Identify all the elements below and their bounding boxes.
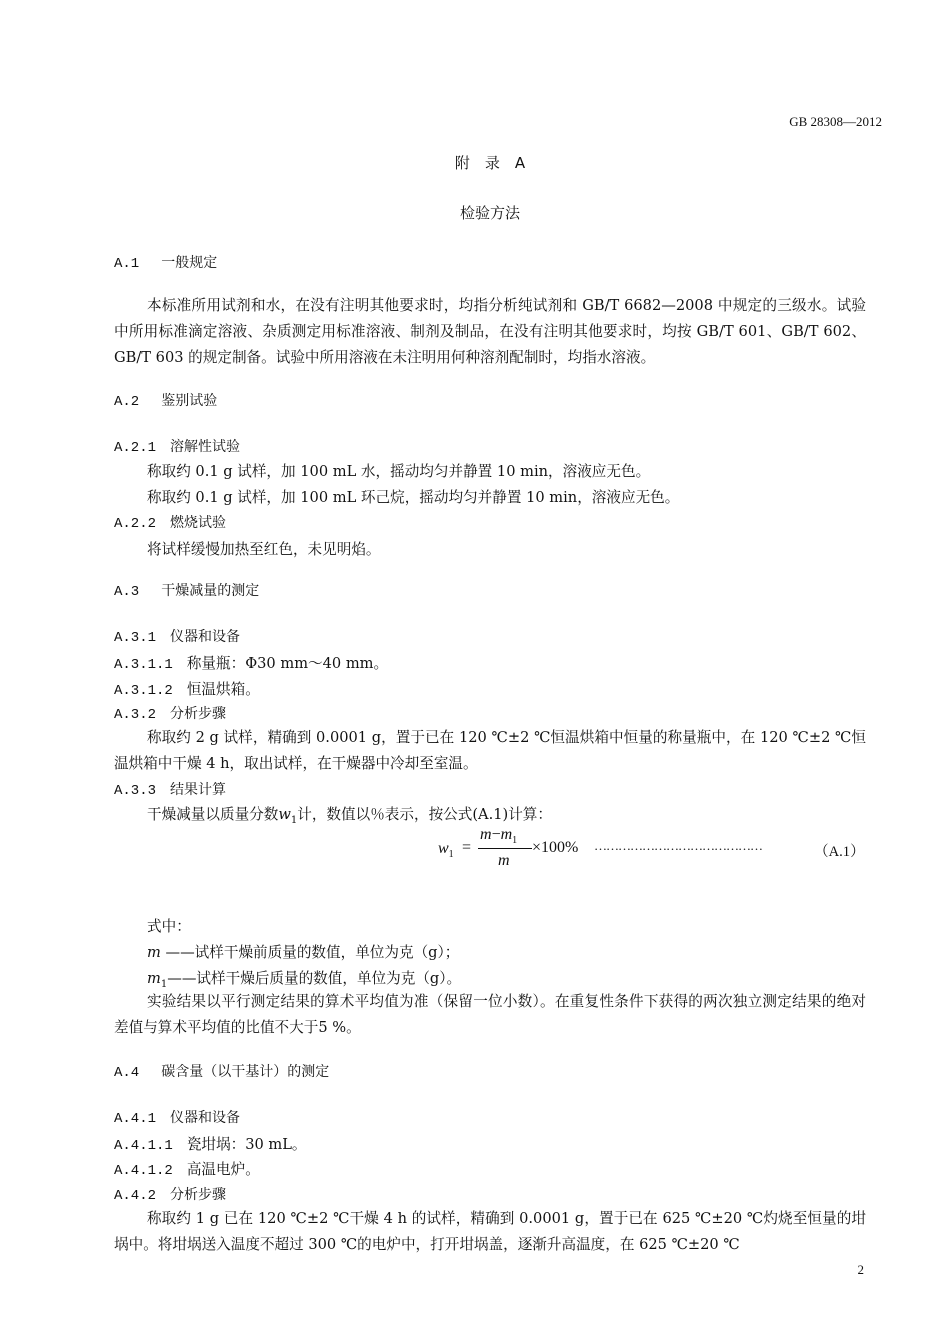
combustion-line: 将试样缓慢加热至红色，未见明焰。 [147, 541, 381, 558]
section-heading-a3: A.3 干燥减量的测定 [114, 583, 260, 600]
solubility-water-line: 称取约 0.1 g 试样，加 100 mL 水，摇动均匀并静置 10 min，溶液应无色。 [147, 463, 651, 480]
standard-number: GB 28308—2012 [789, 114, 882, 129]
where-label: 式中： [147, 918, 191, 935]
result-statement-paragraph: 实验结果以平行测定结果的算术平均值为准（保留一位小数）。在重复性条件下获得的两次独立测定结果的绝对差值与算术平均值的比值不大于5 %。 [114, 993, 866, 1036]
general-rules-paragraph: 本标准所用试剂和水，在没有注明其他要求时，均指分析纯试剂和 GB/T 6682—2008 中规定的三级水。试验中所用标准滴定溶液、杂质测定用标准溶液、制剂及制品，在没有注明其他要求时，均按 GB/T 601、GB/T 602、GB/T 603 的规定制备。试验中所用溶液在未注明用何种溶剂配制时，均指水溶液。 [114, 297, 866, 366]
fraction-bar [478, 848, 532, 849]
carbon-procedure-paragraph: 称取约 1 g 已在 120 ℃±2 ℃干燥 4 h 的试样，精确到 0.0001 g，置于已在 625 ℃±20 ℃灼烧至恒量的坩埚中。将坩埚送入温度不超过 300 ℃的电炉中，打开坩埚盖，逐渐升高温度，在 625 ℃±20 ℃ [114, 1210, 866, 1253]
formula-times-100-percent: ×100% [532, 839, 579, 856]
definition-m: m ——试样干燥前质量的数值，单位为克（g）； [147, 944, 460, 961]
section-heading-a4: A.4 碳含量（以干基计）的测定 [114, 1064, 330, 1081]
calculation-intro-line: 干燥减量以质量分数$w_1$计，数值以％表示，按公式(A.1)计算： [147, 806, 552, 826]
appendix-title: 检验方法 [459, 204, 520, 222]
formula-equals: = [462, 839, 472, 856]
formula-numerator: $m-m_1$ [480, 826, 518, 847]
section-heading-a41: A.4.1 仪器和设备 [114, 1110, 241, 1127]
section-heading-a21: A.2.1 溶解性试验 [114, 439, 241, 456]
section-heading-a33: A.3.3 结果计算 [114, 782, 227, 799]
section-heading-a411: A.4.1.1 瓷坩埚：30 mL。 [114, 1136, 307, 1154]
section-heading-a412: A.4.1.2 高温电炉。 [114, 1161, 260, 1179]
section-heading-a312: A.3.1.2 恒温烘箱。 [114, 681, 260, 699]
section-heading-a42: A.4.2 分析步骤 [114, 1187, 227, 1204]
formula-lhs: $w_1$ [438, 840, 454, 861]
section-heading-a32: A.3.2 分析步骤 [114, 706, 227, 723]
page-number: 2 [857, 1262, 864, 1277]
solubility-cyclohexane-line: 称取约 0.1 g 试样，加 100 mL 环己烷，摇动均匀并静置 10 min，溶液应无色。 [147, 489, 680, 506]
formula-dot-leader: …………………………………… [594, 838, 762, 853]
formula-denominator: m [498, 852, 510, 869]
formula-a1 [438, 826, 868, 876]
drying-procedure-paragraph: 称取约 2 g 试样，精确到 0.0001 g，置于已在 120 ℃±2 ℃恒温烘箱中恒量的称量瓶中，在 120 ℃±2 ℃恒温烘箱中干燥 4 h，取出试样，在干燥器中冷却至室温。 [114, 729, 866, 772]
appendix-label: 附 录 A [454, 154, 526, 172]
section-heading-a1: A.1 一般规定 [114, 255, 218, 272]
formula-number: （A.1） [814, 844, 865, 860]
section-heading-a2: A.2 鉴别试验 [114, 393, 218, 410]
section-heading-a311: A.3.1.1 称量瓶：Φ30 mm～40 mm。 [114, 655, 389, 673]
section-heading-a31: A.3.1 仪器和设备 [114, 629, 241, 646]
definition-m1: $m_1——$试样干燥后质量的数值，单位为克（g）。 [147, 970, 462, 990]
section-heading-a22: A.2.2 燃烧试验 [114, 515, 227, 532]
